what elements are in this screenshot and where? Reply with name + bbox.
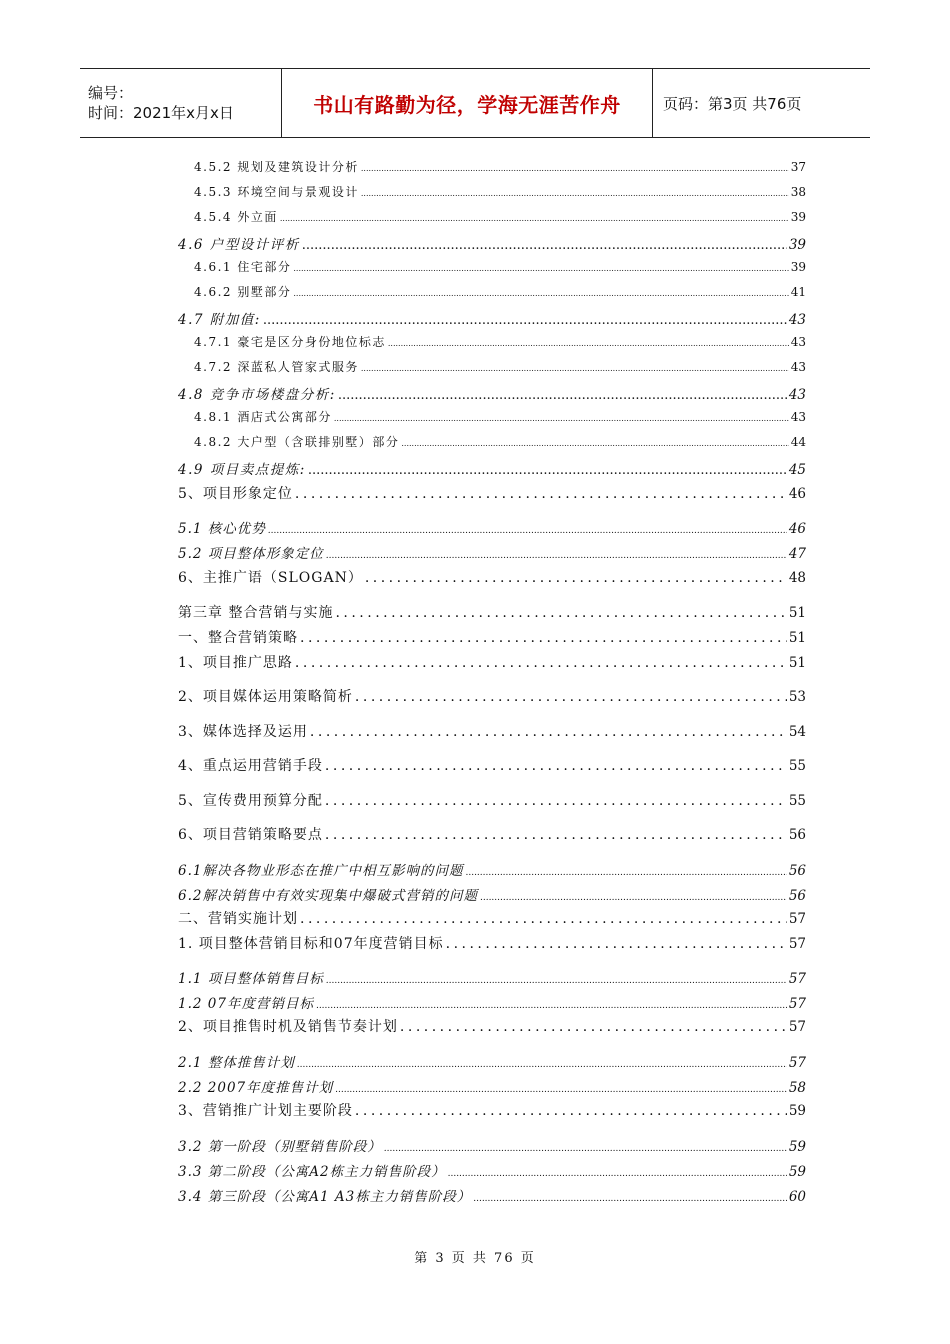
toc-entry[interactable] <box>178 602 806 622</box>
page-header <box>80 68 870 138</box>
toc-entry[interactable] <box>178 1016 806 1036</box>
toc-entry-title: 4.8 竞争市场楼盘分析: <box>178 387 336 403</box>
toc-entry-title: 6、主推广语（SLOGAN） <box>178 570 363 586</box>
toc-entry-title: 一、整合营销策略 <box>178 630 298 646</box>
toc-entry-page: 47 <box>788 546 806 562</box>
toc-entry[interactable] <box>178 908 806 928</box>
toc-entry-page: 59 <box>788 1139 806 1155</box>
toc-entry-page: 57 <box>788 1019 806 1035</box>
toc-entry-page: 46 <box>788 521 806 537</box>
toc-dot-leader <box>401 435 788 449</box>
toc-entry-title: 1.2 07年度营销目标 <box>178 996 314 1012</box>
toc-entry-page: 58 <box>788 1080 806 1096</box>
page-footer: 第 3 页 共 76 页 <box>414 1251 536 1266</box>
toc-dot-leader <box>480 888 787 904</box>
toc-entry-title: 4.5.2 规划及建筑设计分析 <box>194 160 359 174</box>
toc-entry-page: 56 <box>788 888 806 904</box>
toc-entry-page: 57 <box>788 1055 806 1071</box>
toc-entry[interactable] <box>178 458 806 478</box>
toc-entry-page: 39 <box>788 237 806 253</box>
toc-dot-leader <box>465 863 786 879</box>
toc-entry[interactable] <box>178 1185 806 1205</box>
toc-entry-page: 59 <box>788 1164 806 1180</box>
toc-entry-page: 44 <box>790 435 806 449</box>
toc-entry-page: 51 <box>788 655 806 671</box>
toc-entry-page: 57 <box>788 936 806 952</box>
toc-dot-leader <box>310 724 787 740</box>
toc-entry-page: 54 <box>788 724 806 740</box>
toc-entry-page: 39 <box>790 210 806 224</box>
toc-entry-page: 43 <box>790 360 806 374</box>
toc-entry-page: 43 <box>788 312 806 328</box>
toc-dot-leader <box>326 546 787 562</box>
toc-entry-title: 4.7.2 深蓝私人管家式服务 <box>194 360 359 374</box>
toc-entry[interactable] <box>178 542 806 562</box>
toc-entry[interactable] <box>178 721 806 741</box>
toc-entry-page: 46 <box>788 486 806 502</box>
toc-entry-page: 51 <box>788 630 806 646</box>
toc-dot-leader <box>361 160 789 174</box>
toc-entry[interactable] <box>178 1051 806 1071</box>
toc-entry-title: 2.1 整体推售计划 <box>178 1055 295 1071</box>
toc-entry-title: 4.5.3 环境空间与景观设计 <box>194 185 359 199</box>
toc-entry-title: 4.8.2 大户型（含联排别墅）部分 <box>194 435 400 449</box>
header-page-info-cell <box>653 69 870 137</box>
toc-entry[interactable] <box>178 1076 806 1096</box>
toc-entry-page: 39 <box>790 260 806 274</box>
toc-entry-title: 1、项目推广思路 <box>178 655 293 671</box>
header-motto: 书山有路勤为径，学海无涯苦作舟 <box>313 92 621 117</box>
toc-entry-title: 3.2 第一阶段（别墅销售阶段） <box>178 1139 382 1155</box>
toc-entry-page: 43 <box>788 387 806 403</box>
toc-entry-title: 2、项目媒体运用策略简析 <box>178 689 353 705</box>
toc-entry-title: 5.1 核心优势 <box>178 521 266 537</box>
toc-dot-leader <box>335 605 786 621</box>
header-motto-cell <box>282 69 653 137</box>
toc-dot-leader <box>308 462 787 478</box>
toc-dot-leader <box>297 1055 787 1071</box>
toc-entry[interactable] <box>178 283 806 300</box>
toc-entry-page: 37 <box>790 160 806 174</box>
toc-dot-leader <box>384 1139 787 1155</box>
toc-entry[interactable] <box>178 567 806 587</box>
toc-dot-leader <box>293 260 788 274</box>
toc-dot-leader <box>355 1103 787 1119</box>
toc-entry[interactable] <box>178 258 806 275</box>
header-meta <box>80 69 282 137</box>
toc-entry[interactable] <box>178 517 806 537</box>
toc-entry[interactable] <box>178 1135 806 1155</box>
toc-entry-title: 4.6.2 别墅部分 <box>194 285 292 299</box>
toc-entry-page: 51 <box>788 605 806 621</box>
toc-entry[interactable] <box>178 755 806 775</box>
toc-entry-title: 4、重点运用营销手段 <box>178 758 323 774</box>
toc-entry[interactable] <box>178 884 806 904</box>
serial-number-label: 编号： <box>88 84 134 102</box>
toc-entry-page: 55 <box>788 758 806 774</box>
toc-entry[interactable] <box>178 652 806 672</box>
toc-entry-page: 45 <box>788 462 806 478</box>
toc-entry-page: 57 <box>788 996 806 1012</box>
toc-entry[interactable] <box>178 686 806 706</box>
toc-entry[interactable] <box>178 627 806 647</box>
toc-entry[interactable] <box>178 433 806 450</box>
toc-entry-title: 5、宣传费用预算分配 <box>178 793 323 809</box>
toc-entry-title: 2、项目推售时机及销售节奏计划 <box>178 1019 398 1035</box>
toc-dot-leader <box>446 936 787 952</box>
toc-dot-leader <box>388 335 789 349</box>
toc-entry-title: 3、媒体选择及运用 <box>178 724 308 740</box>
toc-entry[interactable] <box>178 358 806 375</box>
toc-entry[interactable] <box>178 1100 806 1120</box>
toc-entry[interactable] <box>178 967 806 987</box>
header-page-info: 页码：第3页 共76页 <box>663 94 802 113</box>
toc-entry-title: 5、项目形象定位 <box>178 486 293 502</box>
toc-dot-leader <box>280 210 789 224</box>
toc-entry-page: 38 <box>790 185 806 199</box>
toc-entry-title: 3.4 第三阶段（公寓A1 A3栋主力销售阶段） <box>178 1189 472 1205</box>
toc-entry-title: 3.3 第二阶段（公寓A2栋主力销售阶段） <box>178 1164 446 1180</box>
toc-entry[interactable] <box>178 859 806 879</box>
toc-entry[interactable] <box>178 333 806 350</box>
toc-entry[interactable] <box>178 1160 806 1180</box>
toc-dot-leader <box>400 1019 787 1035</box>
toc-entry-title: 4.8.1 酒店式公寓部分 <box>194 410 332 424</box>
toc-dot-leader <box>325 827 787 843</box>
toc-dot-leader <box>326 971 787 987</box>
toc-entry[interactable] <box>178 933 806 953</box>
toc-entry-page: 43 <box>790 410 806 424</box>
toc-entry-title: 6、项目营销策略要点 <box>178 827 323 843</box>
toc-entry-title: 4.7 附加值: <box>178 312 261 328</box>
toc-entry-title: 2.2 2007年度推售计划 <box>178 1080 334 1096</box>
toc-entry-page: 60 <box>788 1189 806 1205</box>
toc-entry-title: 1. 项目整体营销目标和07年度营销目标 <box>178 936 444 952</box>
toc-entry-page: 41 <box>790 285 806 299</box>
toc-entry-page: 56 <box>788 863 806 879</box>
toc-dot-leader <box>355 689 787 705</box>
toc-entry-page: 43 <box>790 335 806 349</box>
toc-dot-leader <box>365 570 787 586</box>
date-label: 时间：2021年x月x日 <box>88 104 234 122</box>
toc-entry[interactable] <box>178 992 806 1012</box>
toc-entry[interactable] <box>178 824 806 844</box>
toc-entry-title: 4.9 项目卖点提炼: <box>178 462 306 478</box>
toc-entry-title: 4.6 户型设计评析 <box>178 237 300 253</box>
toc-dot-leader <box>293 285 788 299</box>
toc-entry[interactable] <box>178 790 806 810</box>
toc-entry-page: 53 <box>788 689 806 705</box>
toc-entry-page: 48 <box>788 570 806 586</box>
toc-entry-title: 6.1解决各物业形态在推广中相互影响的问题 <box>178 863 464 879</box>
toc-entry[interactable] <box>178 158 806 175</box>
toc-entry[interactable] <box>178 408 806 425</box>
toc-entry-title: 第三章 整合营销与实施 <box>178 605 334 621</box>
toc-entry-page: 55 <box>788 793 806 809</box>
toc-dot-leader <box>448 1164 787 1180</box>
toc-dot-leader <box>316 996 787 1012</box>
toc-dot-leader <box>295 486 787 502</box>
toc-entry[interactable] <box>178 183 806 200</box>
toc-entry-page: 56 <box>788 827 806 843</box>
toc-entry[interactable] <box>178 383 806 403</box>
toc-entry-title: 4.7.1 豪宅是区分身份地位标志 <box>194 335 386 349</box>
toc-entry-title: 4.6.1 住宅部分 <box>194 260 292 274</box>
toc-entry-title: 二、营销实施计划 <box>178 911 298 927</box>
toc-dot-leader <box>263 312 787 328</box>
toc-dot-leader <box>268 521 787 537</box>
toc-entry[interactable] <box>178 483 806 503</box>
toc-dot-leader <box>300 630 787 646</box>
toc-dot-leader <box>300 911 787 927</box>
toc-entry-page: 57 <box>788 971 806 987</box>
toc-dot-leader <box>334 410 789 424</box>
toc-dot-leader <box>295 655 787 671</box>
toc-entry-title: 1.1 项目整体销售目标 <box>178 971 324 987</box>
toc-entry-title: 6.2解决销售中有效实现集中爆破式营销的问题 <box>178 888 478 904</box>
toc-dot-leader <box>338 387 787 403</box>
toc-dot-leader <box>325 793 787 809</box>
toc-dot-leader <box>361 360 789 374</box>
toc-entry[interactable] <box>178 208 806 225</box>
toc-entry-title: 5.2 项目整体形象定位 <box>178 546 324 562</box>
toc-entry-page: 57 <box>788 911 806 927</box>
toc-entry-title: 3、营销推广计划主要阶段 <box>178 1103 353 1119</box>
toc-entry-page: 59 <box>788 1103 806 1119</box>
toc-dot-leader <box>325 758 787 774</box>
toc-entry[interactable] <box>178 308 806 328</box>
toc-dot-leader <box>335 1080 787 1096</box>
toc-entry[interactable] <box>178 233 806 253</box>
toc-dot-leader <box>361 185 789 199</box>
toc-entry-title: 4.5.4 外立面 <box>194 210 278 224</box>
toc-dot-leader <box>302 237 787 253</box>
toc-dot-leader <box>473 1189 787 1205</box>
